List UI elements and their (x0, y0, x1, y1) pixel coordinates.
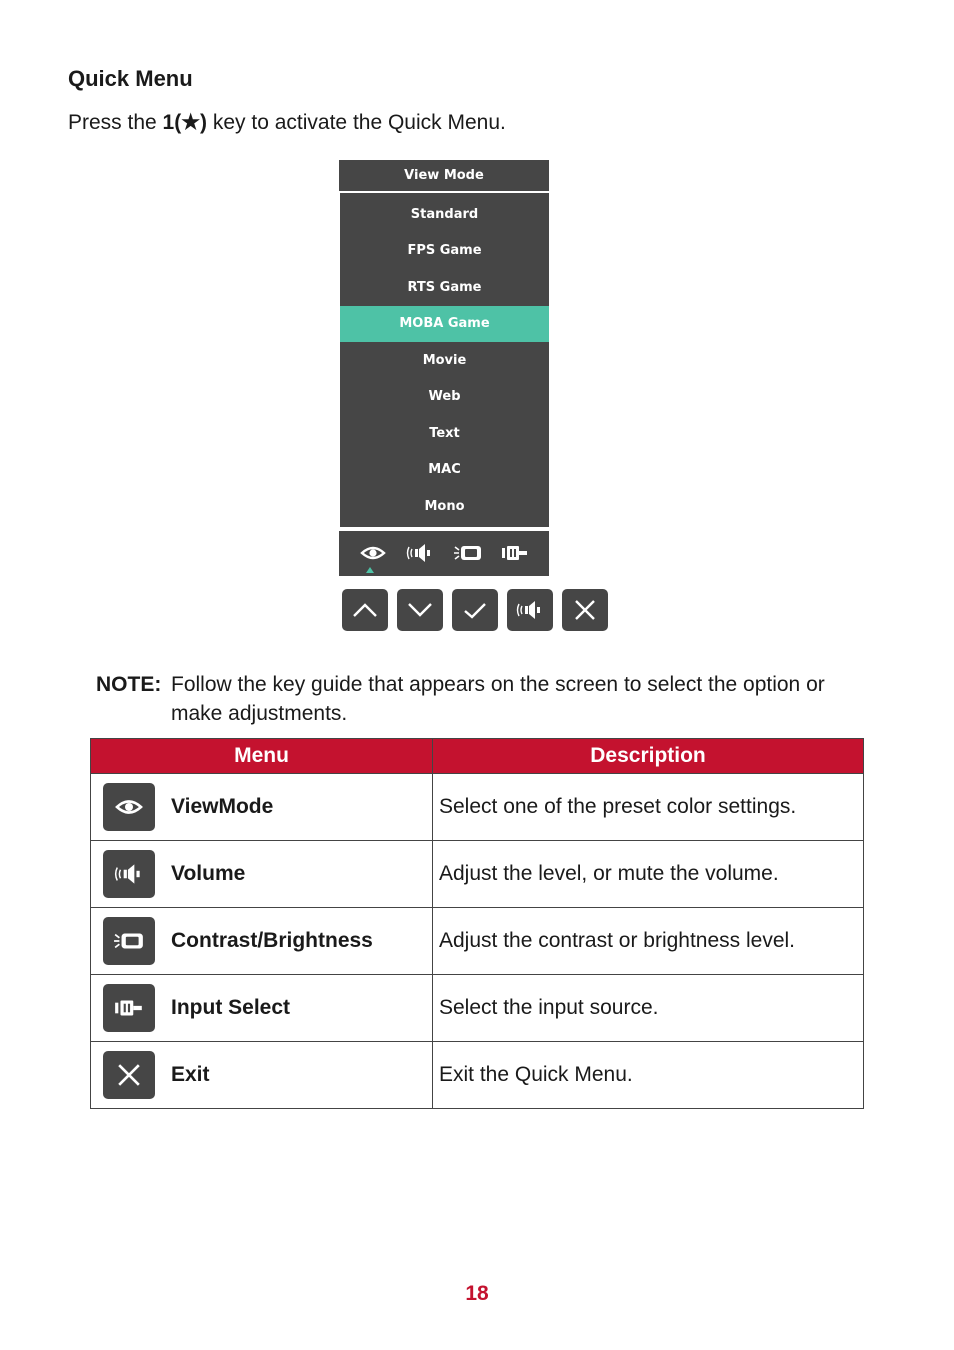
volume-key[interactable] (507, 589, 553, 631)
menu-description: Adjust the contrast or brightness level. (439, 929, 796, 952)
close-icon (103, 1051, 155, 1099)
check-icon (462, 601, 488, 619)
osd-icon-bar (339, 529, 549, 576)
volume-icon (103, 850, 155, 898)
table-header-row (91, 739, 864, 774)
volume-icon[interactable] (405, 541, 435, 565)
osd-item-moba-game[interactable]: MOBA Game (340, 306, 549, 343)
menu-description: Adjust the level, or mute the volume. (439, 862, 779, 885)
menu-description: Exit the Quick Menu. (439, 1063, 633, 1086)
note (96, 670, 876, 728)
osd-item-text[interactable]: Text (429, 425, 460, 441)
osd-item-fps-game[interactable]: FPS Game (407, 243, 482, 259)
table-row (91, 908, 864, 975)
table-row (91, 841, 864, 908)
contrast-brightness-icon (103, 917, 155, 965)
note-label: NOTE: (96, 673, 162, 696)
quick-menu-osd (339, 160, 549, 576)
eye-icon[interactable] (358, 541, 388, 565)
osd-item-movie[interactable]: Movie (422, 352, 467, 368)
exit-key[interactable] (562, 589, 608, 631)
osd-item-mac[interactable]: MAC (428, 462, 461, 478)
active-indicator (366, 567, 374, 573)
intro-text (68, 110, 506, 135)
input-select-icon (103, 984, 155, 1032)
menu-name: ViewMode (171, 795, 274, 818)
osd-item-rts-game[interactable]: RTS Game (407, 279, 482, 295)
osd-mode-list (339, 193, 549, 527)
page-number: 18 (465, 1282, 489, 1305)
eye-icon (103, 783, 155, 831)
table-row (91, 975, 864, 1042)
note-text: Follow the key guide that appears on the screen to select the option or make adjustments. (171, 673, 825, 725)
menu-name: Volume (171, 862, 246, 885)
menu-name: Exit (171, 1063, 210, 1086)
key-guide (342, 589, 608, 631)
table-row (91, 774, 864, 841)
menu-name: Input Select (171, 996, 291, 1019)
menu-name: Contrast/Brightness (171, 929, 373, 952)
down-arrow-icon (407, 602, 433, 618)
intro-key: 1(★) (162, 111, 208, 134)
intro-prefix: Press the (68, 111, 163, 134)
osd-title: View Mode (339, 160, 549, 193)
menu-description: Select the input source. (439, 996, 659, 1019)
down-key[interactable] (397, 589, 443, 631)
menu-description: Select one of the preset color settings. (439, 795, 797, 818)
contrast-brightness-icon[interactable] (453, 541, 483, 565)
osd-item-standard[interactable]: Standard (410, 206, 479, 222)
osd-item-mono[interactable]: Mono (424, 498, 465, 514)
table-row (91, 1042, 864, 1109)
header-menu: Menu (91, 739, 433, 774)
input-select-icon[interactable] (500, 541, 530, 565)
confirm-key[interactable] (452, 589, 498, 631)
section-heading: Quick Menu (68, 66, 193, 91)
header-description: Description (433, 739, 864, 774)
volume-icon (515, 599, 545, 621)
menu-table (90, 738, 864, 1109)
osd-item-web[interactable]: Web (428, 389, 461, 405)
up-key[interactable] (342, 589, 388, 631)
intro-suffix: key to activate the Quick Menu. (207, 111, 506, 134)
close-icon (574, 599, 596, 621)
up-arrow-icon (352, 602, 378, 618)
